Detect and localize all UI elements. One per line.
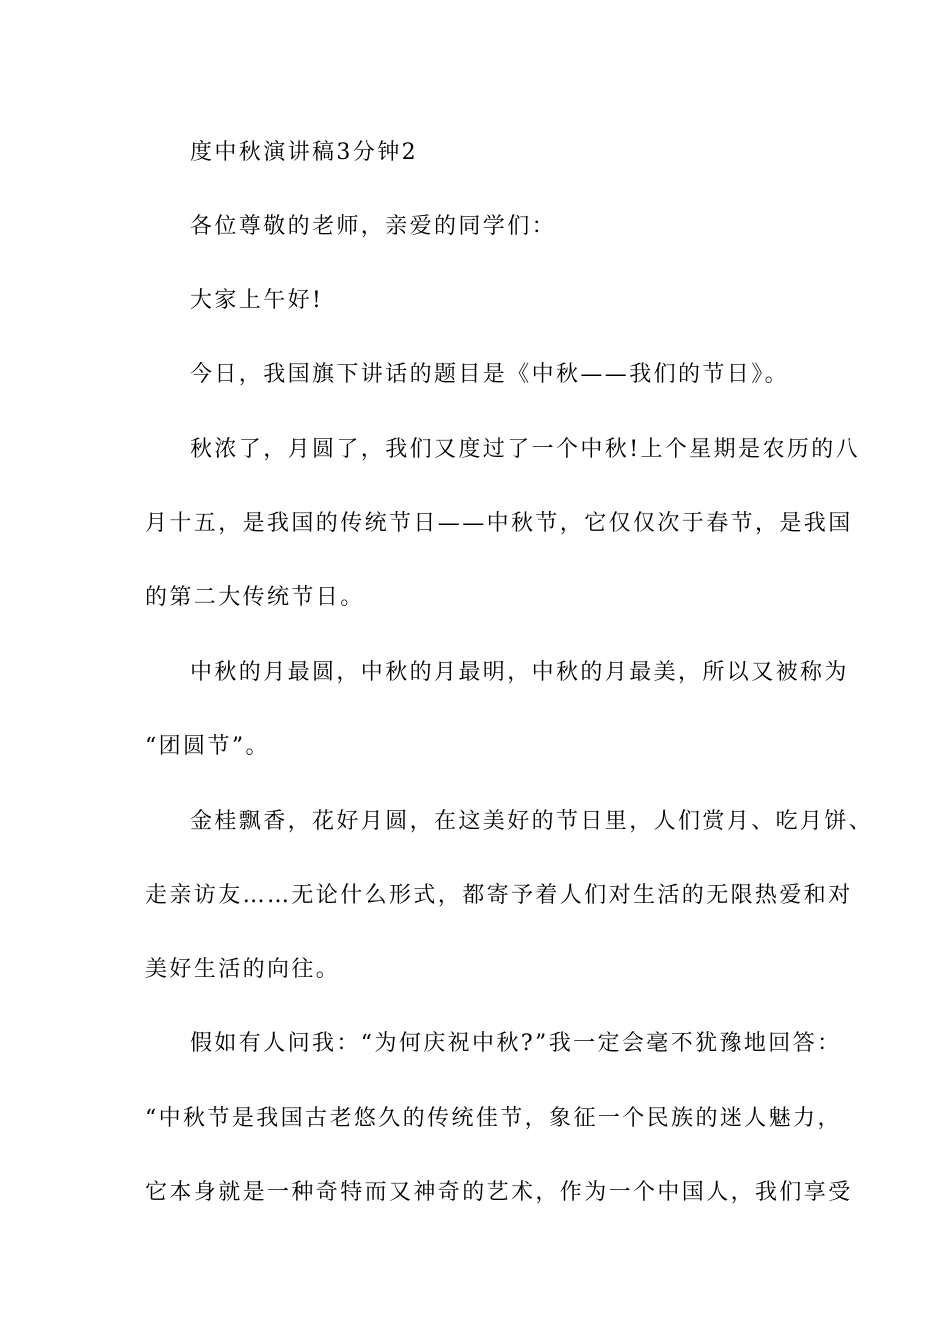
paragraph-line: 假如有人问我：“为何庆祝中秋?”我一定会毫不犹豫地回答： [190, 1031, 842, 1056]
greeting-line: 大家上午好! [190, 288, 324, 313]
paragraph-line: “团圆节”。 [145, 734, 270, 759]
paragraph-line: 中秋的月最圆，中秋的月最明，中秋的月最美，所以又被称为 [190, 660, 849, 685]
salutation-line: 各位尊敬的老师，亲爱的同学们： [190, 214, 557, 239]
paragraph-line: 它本身就是一种奇特而又神奇的艺术，作为一个中国人，我们享受 [145, 1180, 853, 1205]
paragraph-line: “中秋节是我国古老悠久的传统佳节，象征一个民族的迷人魅力， [145, 1106, 842, 1131]
speech-topic-line: 今日，我国旗下讲话的题目是《中秋——我们的节日》。 [190, 362, 790, 387]
document-title: 度中秋演讲稿3分钟2 [190, 140, 418, 165]
paragraph-line: 金桂飘香，花好月圆，在这美好的节日里，人们赏月、吃月饼、 [190, 809, 874, 834]
paragraph-line: 美好生活的向往。 [145, 957, 341, 982]
paragraph-line: 的第二大传统节日。 [145, 585, 365, 610]
paragraph-line: 月十五，是我国的传统节日——中秋节，它仅仅次于春节，是我国 [145, 511, 853, 536]
paragraph-line: 秋浓了，月圆了，我们又度过了一个中秋!上个星期是农历的八 [190, 437, 861, 462]
paragraph-line: 走亲访友……无论什么形式，都寄予着人们对生活的无限热爱和对 [145, 883, 853, 908]
